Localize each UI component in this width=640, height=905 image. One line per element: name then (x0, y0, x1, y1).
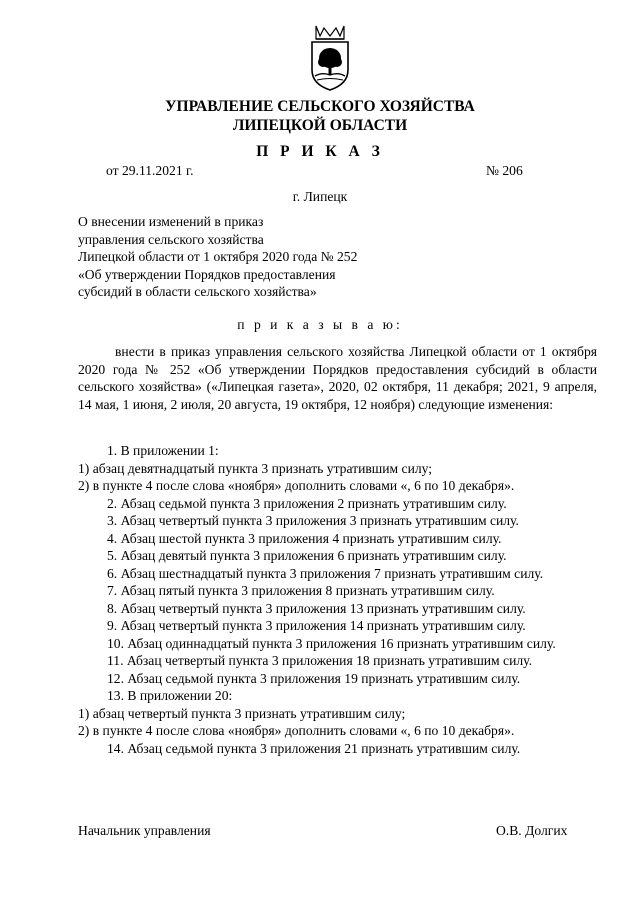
order-word: п р и к а з ы в а ю: (237, 317, 403, 332)
subject-line: О внесении изменений в приказ (78, 214, 264, 229)
list-item: 2) в пункте 4 после слова «ноября» дополнить словами «, 6 по 10 декабря». (78, 723, 515, 738)
list-item: 3. Абзац четвертый пункта 3 приложения 3 признать утратившим силу. (107, 513, 519, 528)
subject-line: субсидий в области сельского хозяйства» (78, 284, 317, 300)
list-item: 2) в пункте 4 после слова «ноября» дополнить словами «, 6 по 10 декабря». (78, 478, 515, 493)
list-item: 7. Абзац пятый пункта 3 приложения 8 признать утратившим силу. (107, 583, 495, 598)
document-type-title: П Р И К А З (256, 143, 384, 160)
list-item: 4. Абзац шестой пункта 3 приложения 4 признать утратившим силу. (107, 530, 502, 546)
list-item: 9. Абзац четвертый пункта 3 приложения 14 признать утратившим силу. (107, 618, 526, 633)
list-item: 1) абзац девятнадцатый пункта 3 признать утратившим силу; (78, 460, 433, 476)
order-subject (78, 213, 357, 301)
list-item: 12. Абзац седьмой пункта 3 приложения 19 признать утратившим силу. (107, 670, 521, 686)
list-item: 2. Абзац седьмой пункта 3 приложения 2 признать утратившим силу. (107, 495, 507, 511)
list-item: 11. Абзац четвертый пункта 3 приложения 18 признать утратившим силу. (107, 653, 532, 668)
order-date: от 29.11.2021 г. (106, 163, 194, 178)
organization-name-line1: УПРАВЛЕНИЕ СЕЛЬСКОГО ХОЗЯЙСТВА (165, 98, 475, 115)
subject-line: Липецкой области от 1 октября 2020 года № 252 (78, 249, 358, 265)
coat-of-arms-icon (302, 22, 358, 92)
list-item: 6. Абзац шестнадцатый пункта 3 приложения 7 признать утратившим силу. (107, 565, 544, 581)
list-item: 14. Абзац седьмой пункта 3 приложения 21 признать утратившим силу. (107, 740, 521, 756)
order-city: г. Липецк (292, 189, 348, 204)
changes-list (78, 442, 597, 757)
list-item: 8. Абзац четвертый пункта 3 приложения 13 признать утратившим силу. (107, 600, 526, 616)
subject-line: «Об утверждении Порядков предоставления (78, 266, 336, 282)
order-number: № 206 (486, 163, 523, 178)
list-item: 13. В приложении 20: (107, 688, 233, 703)
list-item: 10. Абзац одиннадцатый пункта 3 приложения 16 признать утратившим силу. (107, 635, 556, 651)
signatory-role: Начальник управления (78, 823, 211, 838)
subject-line: управления сельского хозяйства (78, 231, 264, 247)
organization-name-line2: ЛИПЕЦКОЙ ОБЛАСТИ (232, 117, 408, 134)
list-item: 1. В приложении 1: (107, 443, 219, 458)
intro-paragraph: внести в приказ управления сельского хозяйства Липецкой области от 1 октября 2020 года № 252 «Об утверждении Порядков предоставления субсидий в области сельского хозяйства» («Липецкая газета», 2020, 02 октября, 11 декабря; 2021, 9 апреля, 14 мая, 1 июня, 2 июля, 20 августа, 19 октября, 12 ноября) следующие изменения: (78, 344, 597, 412)
signatory-name: О.В. Долгих (496, 823, 568, 838)
list-item: 1) абзац четвертый пункта 3 признать утратившим силу; (78, 705, 406, 721)
list-item: 5. Абзац девятый пункта 3 приложения 6 признать утратившим силу. (107, 548, 507, 563)
